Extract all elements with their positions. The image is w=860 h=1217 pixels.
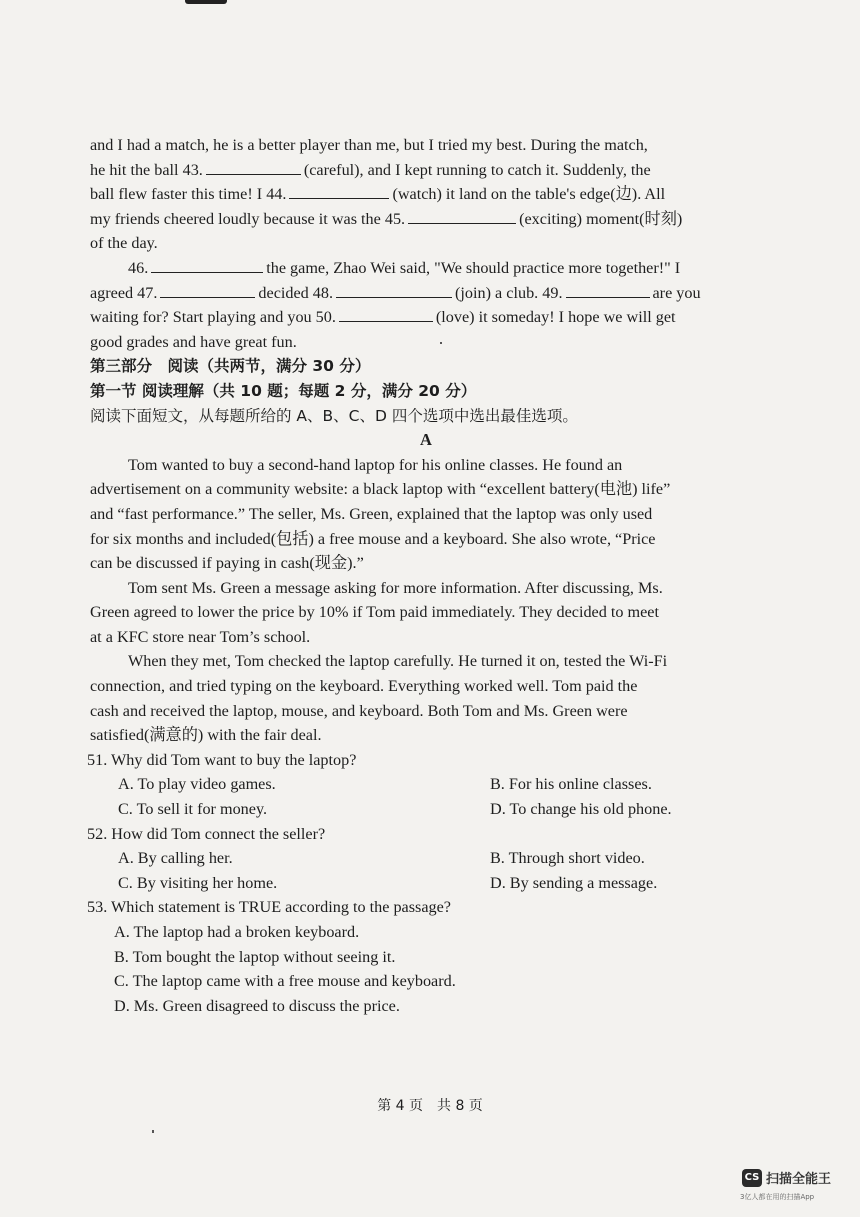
blank-43[interactable] <box>206 159 301 175</box>
blank-49[interactable] <box>566 282 650 298</box>
passage-line: for six months and included(包括) a free mouse and a keyboard. She also wrote, “Price <box>90 529 656 548</box>
passage-line: can be discussed if paying in cash(现金).” <box>90 554 364 573</box>
cloze-line: and I had a match, he is a better player than me, but I tried my best. During the match, <box>90 136 648 154</box>
passage-line: satisfied(满意的) with the fair deal. <box>90 726 322 745</box>
cloze-line: ball flew faster this time! I 44. (watch) it land on the table's edge(边). All <box>90 185 666 204</box>
speck-mark <box>152 1130 154 1133</box>
passage-line: connection, and tried typing on the keyboard. Everything worked well. Tom paid the <box>90 677 638 696</box>
scan-mark <box>185 0 227 4</box>
option-row <box>90 846 762 871</box>
passage-line: Green agreed to lower the price by 10% if Tom paid immediately. They decided to meet <box>90 603 659 622</box>
blank-45[interactable] <box>408 208 516 224</box>
passage-line: Tom sent Ms. Green a message asking for more information. After discussing, Ms. <box>128 578 663 597</box>
option-d[interactable]: D. To change his old phone. <box>490 800 672 819</box>
passage-line: at a KFC store near Tom’s school. <box>90 627 311 646</box>
option-a[interactable]: A. By calling her. <box>118 849 233 868</box>
option-row <box>90 772 762 797</box>
page-content <box>87 133 762 1018</box>
passage-line: When they met, Tom checked the laptop carefully. He turned it on, tested the Wi-Fi <box>128 652 668 671</box>
cloze-line: waiting for? Start playing and you 50. (love) it someday! I hope we will get <box>90 308 676 327</box>
option-a[interactable]: A. The laptop had a broken keyboard. <box>114 923 360 941</box>
cloze-line: my friends cheered loudly because it was the 45. (exciting) moment(时刻) <box>90 209 683 228</box>
option-b[interactable]: B. Tom bought the laptop without seeing it. <box>114 947 396 966</box>
instructions: 阅读下面短文，从每题所给的 A、B、C、D 四个选项中选出最佳选项。 <box>90 406 578 425</box>
option-b[interactable]: B. For his online classes. <box>490 775 652 794</box>
passage-line: advertisement on a community website: a black laptop with “excellent battery(电池) life” <box>90 480 671 499</box>
speck-mark <box>440 342 442 344</box>
cloze-line: agreed 47. decided 48. (join) a club. 49. are you <box>90 283 701 302</box>
passage-line: cash and received the laptop, mouse, and keyboard. Both Tom and Ms. Green were <box>90 701 628 720</box>
option-c[interactable]: C. The laptop came with a free mouse and keyboard. <box>114 972 456 991</box>
passage-line: Tom wanted to buy a second-hand laptop for his online classes. He found an <box>128 455 623 474</box>
question-stem: 52. How did Tom connect the seller? <box>87 824 326 843</box>
option-d[interactable]: D. Ms. Green disagreed to discuss the price. <box>114 996 400 1015</box>
option-d[interactable]: D. By sending a message. <box>490 873 658 892</box>
blank-50[interactable] <box>339 306 433 322</box>
cloze-line: he hit the ball 43. (careful), and I kept running to catch it. Suddenly, the <box>90 160 651 179</box>
cloze-line: 46. the game, Zhao Wei said, "We should practice more together!" I <box>128 258 681 277</box>
watermark-tagline: 3亿人都在用的扫描App <box>740 1193 815 1201</box>
blank-46[interactable] <box>151 257 263 273</box>
blank-48[interactable] <box>336 282 452 298</box>
question-stem: 53. Which statement is TRUE according to the passage? <box>87 898 451 917</box>
section-heading: 第一节 阅读理解（共 10 题；每题 2 分，满分 20 分） <box>90 381 477 400</box>
cs-logo-icon: CS <box>742 1169 762 1187</box>
cloze-line: of the day. <box>90 234 158 253</box>
option-a[interactable]: A. To play video games. <box>118 775 276 794</box>
cloze-line: good grades and have great fun. <box>90 332 297 351</box>
watermark-brand: 扫描全能王 <box>766 1172 832 1187</box>
option-b[interactable]: B. Through short video. <box>490 849 645 868</box>
part-heading: 第三部分 阅读（共两节，满分 30 分） <box>90 357 371 376</box>
option-row <box>90 871 762 896</box>
question-stem: 51. Why did Tom want to buy the laptop? <box>87 750 357 769</box>
blank-47[interactable] <box>160 282 255 298</box>
option-c[interactable]: C. To sell it for money. <box>118 800 268 819</box>
passage-line: and “fast performance.” The seller, Ms. Green, explained that the laptop was only used <box>90 504 653 523</box>
scanner-watermark <box>742 1168 831 1187</box>
option-row <box>90 797 762 822</box>
page-number: 第 4 页 共 8 页 <box>377 1098 483 1114</box>
option-c[interactable]: C. By visiting her home. <box>118 873 278 892</box>
passage-letter: A <box>420 430 432 450</box>
blank-44[interactable] <box>289 183 389 199</box>
